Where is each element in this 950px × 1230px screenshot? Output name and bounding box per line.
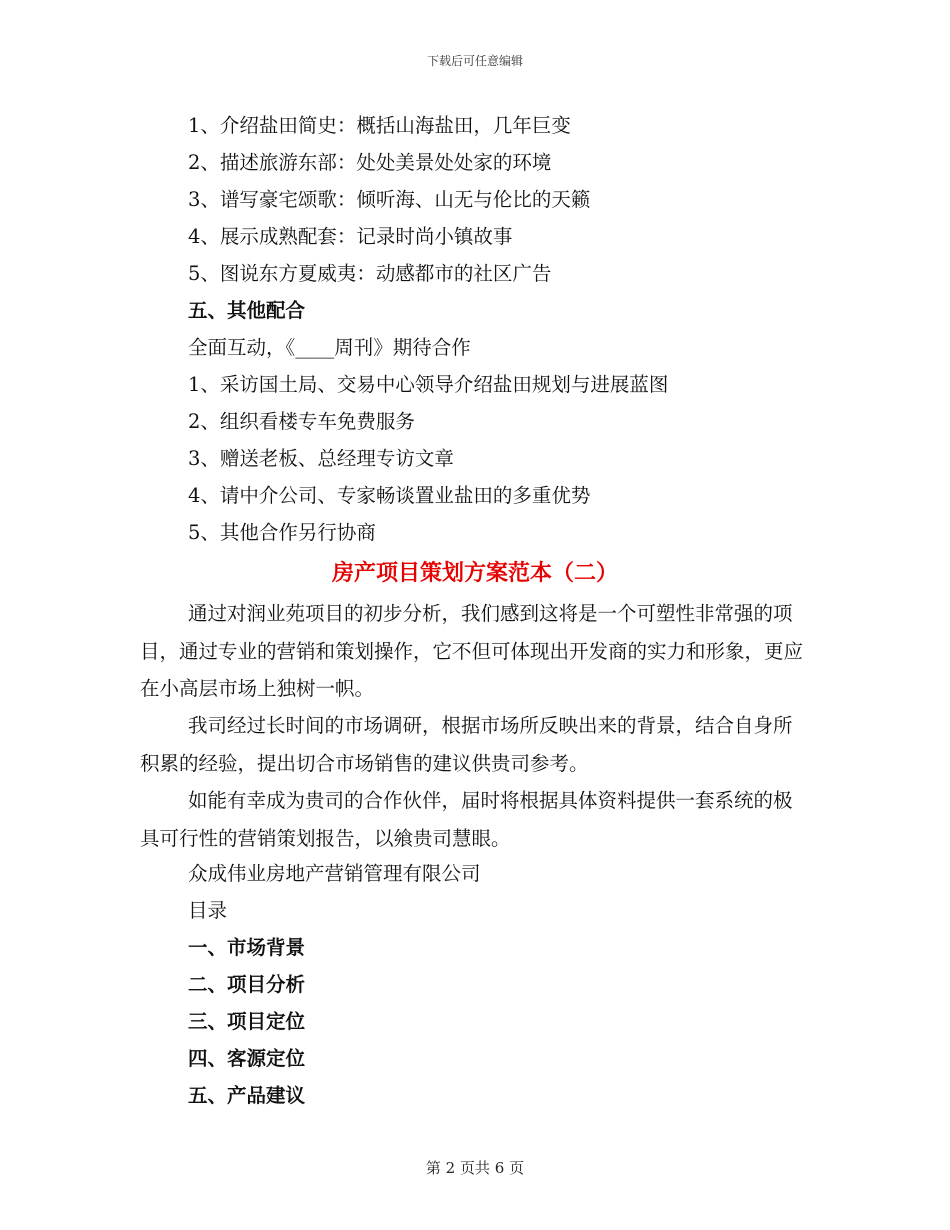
list-item: 2、描述旅游东部：处处美景处处家的环境 (188, 151, 552, 174)
toc-item: 三、项目定位 (188, 1010, 306, 1033)
list-item: 3、谱写豪宅颂歌：倾听海、山无与伦比的天籁 (188, 188, 591, 211)
toc-label: 目录 (188, 899, 228, 922)
toc-item: 五、产品建议 (188, 1084, 306, 1107)
list-item: 4、请中介公司、专家畅谈置业盐田的多重优势 (188, 484, 591, 507)
list-item: 5、图说东方夏威夷：动感都市的社区广告 (188, 262, 552, 285)
list-item: 3、赠送老板、总经理专访文章 (188, 447, 454, 470)
list-item: 4、展示成熟配套：记录时尚小镇故事 (188, 225, 513, 248)
list-item: 1、采访国土局、交易中心领导介绍盐田规划与进展蓝图 (188, 373, 669, 396)
page-footer: 第 2 页共 6 页 (425, 1159, 525, 1177)
body-paragraph: 我司经过长时间的市场调研，根据市场所反映出来的背景，结合自身所积累的经验，提出切合市场销售的建议供贵司参考。 (140, 714, 793, 775)
company-name: 众成伟业房地产营销管理有限公司 (188, 862, 481, 885)
interaction-line: 全面互动，《____周刊》期待合作 (188, 336, 471, 359)
toc-item: 一、市场背景 (188, 936, 306, 959)
toc-item: 二、项目分析 (188, 973, 306, 996)
list-item: 2、组织看楼专车免费服务 (188, 410, 415, 433)
section-heading: 五、其他配合 (188, 299, 306, 322)
body-paragraph: 通过对润业苑项目的初步分析，我们感到这将是一个可塑性非常强的项目，通过专业的营销和策划操作，它不但可体现出开发商的实力和形象，更应在小高层市场上独树一帜。 (140, 602, 804, 700)
list-item: 5、其他合作另行协商 (188, 521, 376, 544)
toc-item: 四、客源定位 (188, 1047, 306, 1070)
list-item: 1、介绍盐田简史：概括山海盐田，几年巨变 (188, 114, 571, 137)
body-paragraph: 如能有幸成为贵司的合作伙伴，届时将根据具体资料提供一套系统的极具可行性的营销策划报告，以飨贵司慧眼。 (140, 789, 793, 850)
document-title: 房产项目策划方案范本（二） (331, 560, 618, 586)
page-header: 下载后可任意编辑 (426, 54, 523, 68)
